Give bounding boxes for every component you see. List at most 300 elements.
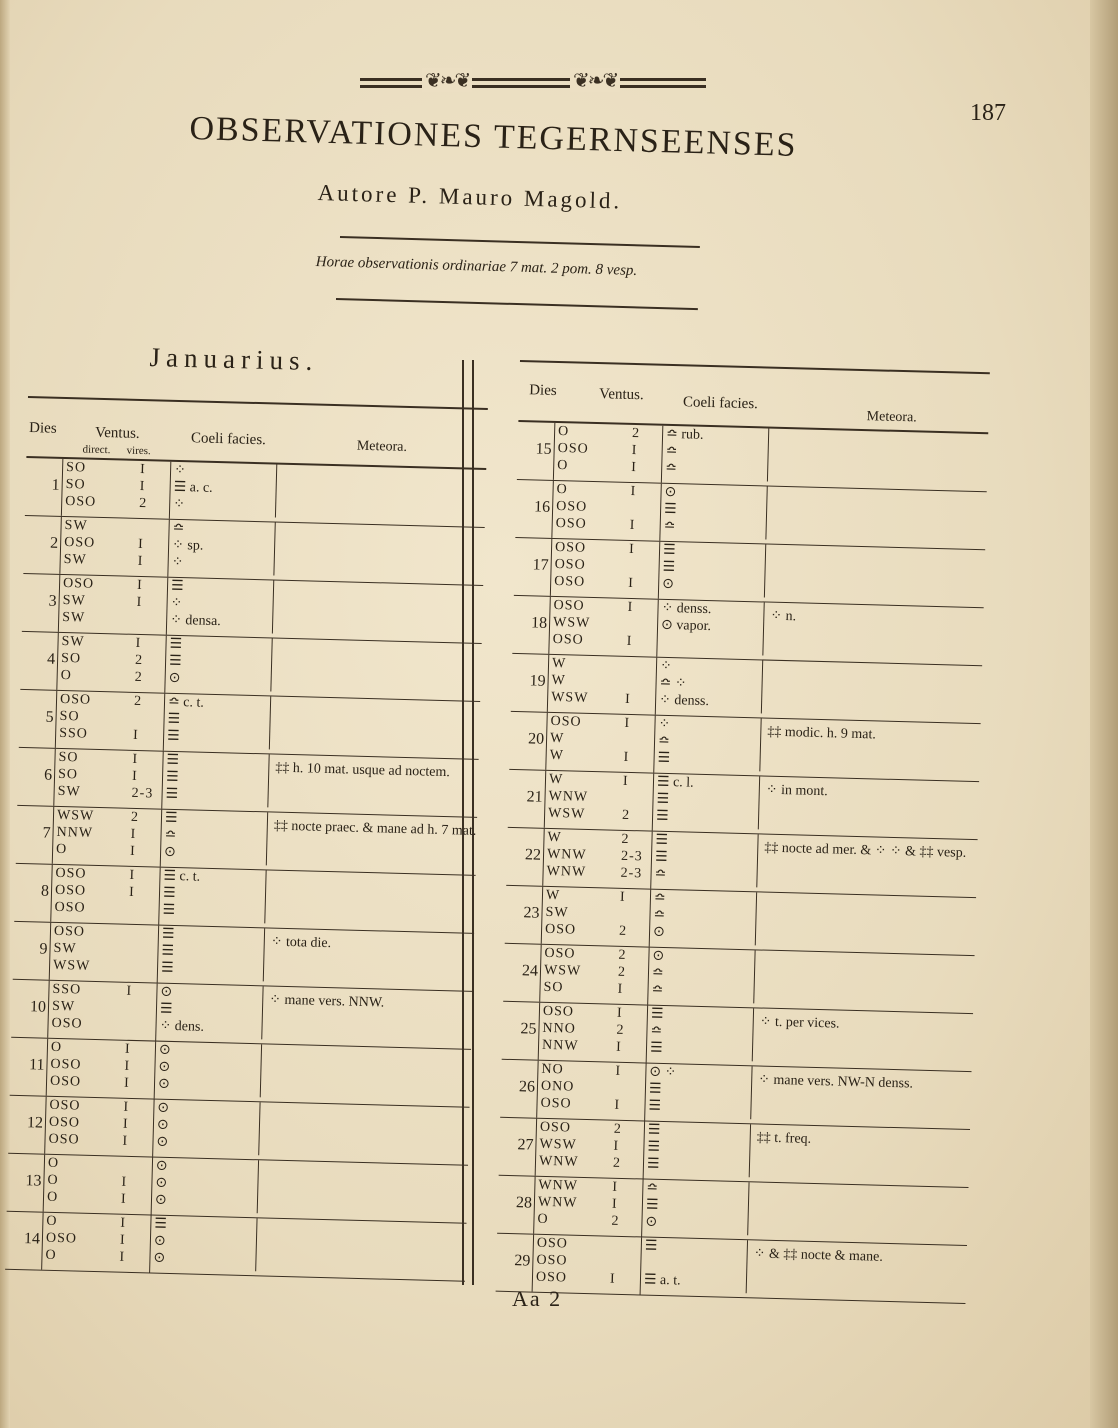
day-number: 9	[39, 940, 48, 958]
wind-direction: OSO	[544, 921, 577, 938]
wind-direction: SO	[65, 477, 86, 493]
sky-cell	[149, 1215, 256, 1275]
wind-direction: WSW	[52, 957, 91, 974]
wind-entry	[557, 457, 661, 477]
sky-symbol: ≏	[657, 733, 670, 750]
wind-direction: OSO	[51, 1015, 83, 1032]
page-number: 187	[970, 100, 1006, 126]
wind-direction: SW	[63, 551, 87, 568]
wind-cell	[50, 865, 159, 925]
sky-symbol: ⊙	[661, 576, 675, 593]
day-number: 5	[45, 708, 54, 726]
wind-direction: SW	[53, 940, 77, 957]
wind-entry	[542, 1037, 646, 1057]
wind-strength: I	[122, 1133, 129, 1149]
wind-direction: O	[537, 1211, 549, 1228]
sky-cell	[158, 868, 265, 928]
sky-cell	[167, 520, 274, 580]
flourish-icon: ❦❧❦	[422, 68, 472, 92]
wind-direction: SO	[543, 979, 564, 996]
wind-strength: 2	[613, 1121, 623, 1137]
wind-cell	[58, 575, 167, 635]
sky-symbol: ≏	[164, 827, 177, 844]
wind-direction: WSW	[56, 807, 95, 824]
wind-direction: OSO	[62, 575, 95, 592]
day-number: 23	[523, 904, 540, 922]
wind-direction: OSO	[536, 1235, 569, 1252]
sky-symbol: ⊙	[652, 948, 665, 964]
meteora-cell	[272, 580, 483, 638]
sky-cell	[661, 426, 768, 486]
wind-strength: I	[123, 1075, 130, 1091]
wind-direction: WNW	[537, 1194, 578, 1211]
wind-direction: OSO	[63, 534, 96, 551]
wind-direction: SW	[64, 518, 88, 534]
sky-cell	[641, 1179, 748, 1239]
wind-strength: 2	[621, 807, 631, 824]
wind-strength: I	[124, 1058, 131, 1074]
wind-direction: O	[556, 482, 568, 498]
day-number: 10	[29, 998, 47, 1016]
wind-entry	[64, 551, 168, 571]
wind-entry	[545, 921, 649, 941]
wind-direction: SSO	[58, 725, 89, 742]
sky-symbol: ⊙	[664, 484, 677, 501]
author-line: Autore P. Mauro Magold.	[317, 180, 623, 214]
sky-symbol: ⁘	[170, 595, 183, 612]
wind-cell	[548, 597, 657, 657]
sky-symbol	[660, 634, 762, 654]
wind-entry	[47, 1189, 151, 1209]
sky-symbol: ⁘ denss.	[658, 692, 710, 710]
sky-symbol: ☰	[166, 728, 180, 745]
wind-direction: SW	[62, 609, 86, 626]
wind-entry	[56, 841, 160, 861]
wind-direction: ONO	[540, 1078, 575, 1095]
sky-symbol: ☰	[648, 1098, 662, 1114]
meteora-cell	[258, 1102, 469, 1160]
sky-cell	[659, 484, 766, 544]
meteora-cell	[761, 660, 982, 719]
header-dies: Dies	[529, 382, 557, 399]
day-number: 18	[530, 614, 548, 632]
sky-symbol: ≏	[653, 907, 666, 923]
day-number: 4	[46, 650, 56, 668]
meteora-cell	[767, 429, 988, 488]
wind-entry	[53, 957, 157, 977]
header-ventus: Ventus.	[598, 386, 644, 404]
wind-direction: OSO	[535, 1269, 568, 1286]
wind-strength: I	[624, 715, 631, 732]
meteora-cell: ‡‡ modic. h. 9 mat.	[759, 718, 980, 777]
wind-strength: 2	[612, 1155, 622, 1171]
wind-strength: I	[619, 889, 626, 905]
wind-strength: 2-3	[620, 848, 643, 865]
meteora-cell	[260, 1044, 471, 1102]
sky-symbol: ⊙	[155, 1175, 168, 1191]
day-number: 13	[25, 1172, 42, 1190]
sky-symbol: ≏	[663, 518, 676, 535]
wind-cell	[52, 807, 161, 867]
wind-strength: 2-3	[620, 865, 643, 882]
wind-strength: I	[120, 1191, 127, 1207]
wind-entry	[48, 1131, 152, 1151]
header-ventus: Ventus.	[94, 424, 140, 442]
day-number: 8	[40, 882, 50, 900]
wind-strength: 2	[621, 831, 630, 848]
meteora-cell: ⁘ & ‡‡ nocte & mane.	[746, 1240, 967, 1299]
wind-direction: OSO	[53, 923, 86, 940]
wind-entry	[50, 1073, 154, 1093]
page-title: OBSERVATIONES TEGERNSEENSES	[188, 110, 799, 164]
wind-direction: OSO	[552, 631, 584, 648]
wind-direction: OSO	[48, 1131, 80, 1148]
day-number: 16	[533, 498, 551, 516]
wind-direction: OSO	[536, 1252, 568, 1269]
wind-direction: OSO	[59, 691, 92, 708]
wind-direction: W	[551, 672, 567, 689]
sky-symbol: ☰	[645, 1197, 659, 1213]
meteora-cell	[755, 892, 976, 951]
wind-direction: OSO	[550, 713, 582, 730]
wind-cell	[55, 691, 164, 751]
sky-symbol: ≏	[654, 866, 667, 883]
sky-symbol: ⊙	[158, 1042, 171, 1058]
wind-strength: I	[119, 1232, 126, 1248]
day-number: 7	[42, 824, 51, 842]
meteora-cell	[747, 1182, 968, 1241]
sky-symbol: ☰	[650, 1006, 664, 1022]
sky-cell	[157, 926, 264, 986]
day-number: 25	[520, 1020, 537, 1038]
wind-cell	[61, 459, 170, 519]
wind-entry	[51, 1015, 155, 1035]
sky-symbol: ☰	[154, 1216, 168, 1232]
wind-direction: OSO	[554, 539, 587, 556]
wind-direction: SO	[57, 766, 79, 783]
day-number: 15	[535, 440, 552, 458]
sky-symbol: ☰	[165, 786, 179, 803]
header-coeli: Coeli facies.	[190, 430, 267, 449]
sky-symbol: ⊙	[156, 1117, 169, 1133]
wind-direction: OSO	[539, 1119, 572, 1136]
wind-direction: O	[45, 1247, 57, 1264]
wind-direction: WNW	[546, 863, 587, 880]
wind-strength: I	[123, 1099, 130, 1115]
wind-direction: OSO	[544, 945, 576, 962]
meteora-cell	[765, 487, 986, 546]
wind-direction: O	[47, 1155, 60, 1172]
sky-symbol: ☰	[656, 791, 670, 808]
wind-direction: WNW	[538, 1177, 579, 1194]
wind-direction: SW	[61, 633, 85, 650]
sky-symbol: ⁘ densa.	[169, 612, 221, 630]
wind-direction: OSO	[557, 441, 589, 457]
wind-strength: I	[136, 577, 143, 594]
wind-direction: OSO	[540, 1095, 572, 1112]
wind-strength: I	[131, 768, 138, 785]
wind-direction: NNO	[542, 1020, 577, 1037]
wind-direction: OSO	[54, 899, 86, 916]
sky-cell	[155, 984, 262, 1044]
day-number: 26	[518, 1078, 536, 1096]
wind-entry	[65, 493, 169, 513]
signature-mark: Aa 2	[512, 1286, 563, 1311]
wind-cell	[545, 713, 654, 773]
sky-symbol: ≏	[172, 520, 185, 537]
meteora-cell: ⁘ n.	[762, 602, 983, 661]
wind-direction: OSO	[55, 865, 87, 882]
wind-strength: I	[137, 553, 144, 570]
sky-symbol: ☰	[648, 1081, 662, 1097]
page-edge-right	[1090, 0, 1118, 1428]
sky-symbol: ☰	[654, 849, 668, 866]
sky-symbol: ≏	[651, 965, 664, 981]
sky-symbol: ☰	[169, 636, 183, 653]
meteora-cell	[257, 1160, 468, 1218]
wind-direction: WSW	[550, 689, 589, 706]
wind-entry	[45, 1247, 149, 1267]
sky-cell	[643, 1122, 750, 1182]
meteora-cell	[264, 870, 475, 928]
wind-strength: I	[626, 633, 633, 650]
sky-symbol: ⊙ ⁘	[649, 1064, 677, 1081]
wind-strength: I	[609, 1271, 616, 1287]
sky-cell	[640, 1237, 747, 1297]
wind-cell	[59, 517, 168, 577]
wind-direction: SO	[58, 749, 79, 766]
sky-symbol: ☰	[160, 960, 174, 977]
wind-strength: I	[623, 749, 630, 765]
wind-strength: 2	[617, 964, 627, 980]
wind-direction: SSO	[52, 981, 82, 998]
wind-strength: I	[612, 1179, 619, 1195]
day-number: 19	[529, 672, 546, 690]
wind-cell	[538, 1003, 647, 1063]
sky-symbol: ☰	[162, 885, 176, 902]
wind-entry	[57, 783, 161, 803]
sky-symbol: ☰	[647, 1139, 661, 1155]
wind-entry	[540, 1095, 644, 1115]
wind-direction: OSO	[555, 515, 587, 532]
sky-symbol: ≏ ⁘	[659, 675, 687, 692]
wind-entry	[551, 689, 655, 709]
sky-symbol: ⊙	[160, 984, 173, 1000]
sky-symbol: ☰	[662, 559, 676, 576]
wind-cell	[542, 829, 651, 889]
sky-cell	[649, 890, 756, 950]
wind-strength: 2-3	[131, 785, 154, 802]
wind-strength: I	[122, 1116, 129, 1132]
sky-symbol: ☰	[161, 943, 175, 960]
wind-direction: NO	[541, 1061, 564, 1078]
sky-symbol: ☰	[657, 750, 671, 767]
flourish-icon: ❦❧❦	[570, 68, 620, 92]
wind-cell	[46, 1039, 155, 1099]
wind-cell	[550, 539, 659, 599]
day-number: 27	[517, 1136, 534, 1154]
wind-direction: O	[557, 424, 570, 440]
wind-direction: O	[46, 1213, 58, 1230]
wind-direction: WSW	[547, 805, 586, 822]
wind-cell	[547, 655, 656, 715]
wind-entry	[543, 979, 647, 999]
sky-symbol: ≏	[665, 443, 678, 460]
day-number: 22	[524, 846, 542, 864]
wind-cell	[541, 887, 650, 947]
meteora-cell	[269, 696, 480, 754]
wind-direction: WSW	[543, 962, 582, 979]
wind-direction: OSO	[553, 597, 585, 614]
right-table	[496, 360, 990, 1304]
wind-entry	[539, 1153, 643, 1173]
wind-entry	[549, 747, 653, 767]
wind-direction: OSO	[54, 882, 87, 899]
sky-symbol: ⊙	[158, 1059, 171, 1075]
sky-cell	[164, 636, 271, 696]
day-number: 6	[43, 766, 53, 784]
wind-direction: W	[551, 655, 567, 672]
wind-cell	[535, 1119, 644, 1179]
wind-strength: I	[130, 826, 137, 842]
day-number: 28	[515, 1194, 533, 1212]
header-dies: Dies	[28, 420, 57, 437]
sky-symbol: ☰	[647, 1122, 661, 1138]
sky-symbol: ⁘	[173, 496, 186, 513]
wind-cell	[43, 1155, 152, 1215]
wind-direction: O	[557, 458, 569, 474]
meteora-cell	[273, 523, 484, 581]
sky-symbol: ☰	[159, 1001, 173, 1017]
day-number: 2	[49, 534, 59, 552]
sky-cell	[166, 578, 273, 638]
wind-cell	[49, 923, 158, 983]
sky-symbol: ⊙	[153, 1233, 166, 1249]
wind-direction: WNW	[538, 1153, 579, 1170]
header-coeli: Coeli facies.	[682, 394, 759, 413]
header-ornament	[360, 66, 706, 100]
wind-cell	[53, 749, 162, 809]
day-number: 29	[514, 1252, 531, 1270]
sky-symbol: ☰	[663, 501, 677, 518]
sky-symbol: ⊙	[155, 1158, 168, 1174]
sky-symbol: ☰ a. t.	[643, 1272, 681, 1289]
wind-strength: I	[121, 1174, 128, 1190]
wind-strength: I	[629, 517, 636, 534]
sky-symbol: ⊙	[153, 1250, 166, 1266]
header-meteora: Meteora.	[866, 409, 917, 426]
wind-strength: 2	[616, 1022, 625, 1038]
wind-direction: WNW	[546, 846, 587, 863]
table-row	[496, 1234, 967, 1304]
month-heading: Januarius.	[149, 342, 319, 377]
sky-symbol: ⊙	[652, 924, 665, 940]
wind-entry	[62, 609, 166, 629]
wind-direction: O	[55, 841, 68, 858]
meteora-cell	[275, 465, 486, 523]
sky-symbol: ⁘	[659, 658, 672, 675]
horae-rule	[336, 298, 698, 310]
wind-entry	[546, 863, 650, 883]
wind-direction: WSW	[539, 1136, 577, 1153]
wind-direction: SO	[59, 708, 80, 725]
wind-strength: I	[129, 843, 136, 859]
wind-direction: OSO	[555, 498, 588, 515]
wind-cell	[551, 481, 660, 541]
sky-symbol: ⊙	[163, 844, 177, 861]
wind-direction: O	[47, 1172, 59, 1189]
wind-cell	[536, 1061, 645, 1121]
wind-cell	[553, 423, 662, 483]
wind-strength: I	[129, 867, 136, 883]
wind-direction: SO	[65, 460, 87, 476]
wind-entry	[537, 1211, 641, 1231]
wind-strength: I	[622, 773, 629, 789]
wind-strength: I	[628, 541, 635, 558]
sky-symbol: ⁘	[173, 462, 187, 479]
wind-cell	[44, 1097, 153, 1157]
sky-cell	[163, 694, 270, 754]
day-number: 14	[23, 1230, 41, 1248]
sky-symbol: ⁘ sp.	[171, 537, 204, 554]
wind-strength: I	[615, 1063, 622, 1079]
sky-symbol: ⊙ vapor.	[660, 617, 712, 635]
sky-symbol: ⊙	[157, 1076, 170, 1092]
sky-symbol: ☰	[166, 752, 180, 769]
wind-direction: OSO	[50, 1056, 82, 1073]
sky-symbol: ☰	[170, 578, 184, 595]
wind-strength: I	[631, 459, 638, 476]
wind-strength: I	[613, 1138, 620, 1154]
meteora-cell: ⁘ mane vers. NNW.	[261, 986, 472, 1044]
sky-cell	[644, 1064, 751, 1124]
wind-cell	[544, 771, 653, 831]
sky-symbol: ≏	[650, 1023, 663, 1039]
wind-entry	[59, 725, 163, 745]
sky-symbol: ☰	[162, 902, 176, 919]
wind-entry	[548, 805, 652, 825]
day-number: 20	[527, 730, 545, 748]
wind-strength: 2	[618, 947, 627, 963]
wind-direction: O	[50, 1039, 63, 1056]
wind-entry	[60, 667, 164, 687]
wind-strength: I	[119, 1249, 126, 1265]
day-number: 11	[28, 1056, 45, 1074]
wind-strength: 2	[134, 652, 144, 669]
wind-direction: OSO	[49, 1073, 82, 1090]
wind-strength: 2	[139, 495, 148, 512]
wind-strength: I	[611, 1196, 618, 1212]
day-number: 17	[532, 556, 549, 574]
wind-strength: I	[631, 442, 638, 459]
meteora-cell: ‡‡ h. 10 mat. usque ad noctem.	[267, 754, 478, 812]
wind-strength: 2	[133, 693, 143, 710]
day-number: 12	[26, 1114, 44, 1132]
wind-direction: W	[545, 887, 561, 904]
day-number: 1	[51, 476, 60, 494]
sky-cell	[653, 716, 760, 776]
sky-symbol: ☰ c. l.	[656, 774, 694, 791]
sky-symbol: ☰	[655, 808, 669, 825]
sky-symbol: ☰	[655, 832, 669, 849]
wind-cell	[41, 1213, 150, 1273]
sky-cell	[650, 832, 757, 892]
wind-strength: 2	[134, 669, 143, 686]
header-vires: vires.	[126, 444, 151, 458]
wind-direction: NNW	[541, 1037, 579, 1054]
sky-symbol: ☰	[649, 1040, 663, 1056]
wind-direction: OSO	[45, 1230, 78, 1247]
